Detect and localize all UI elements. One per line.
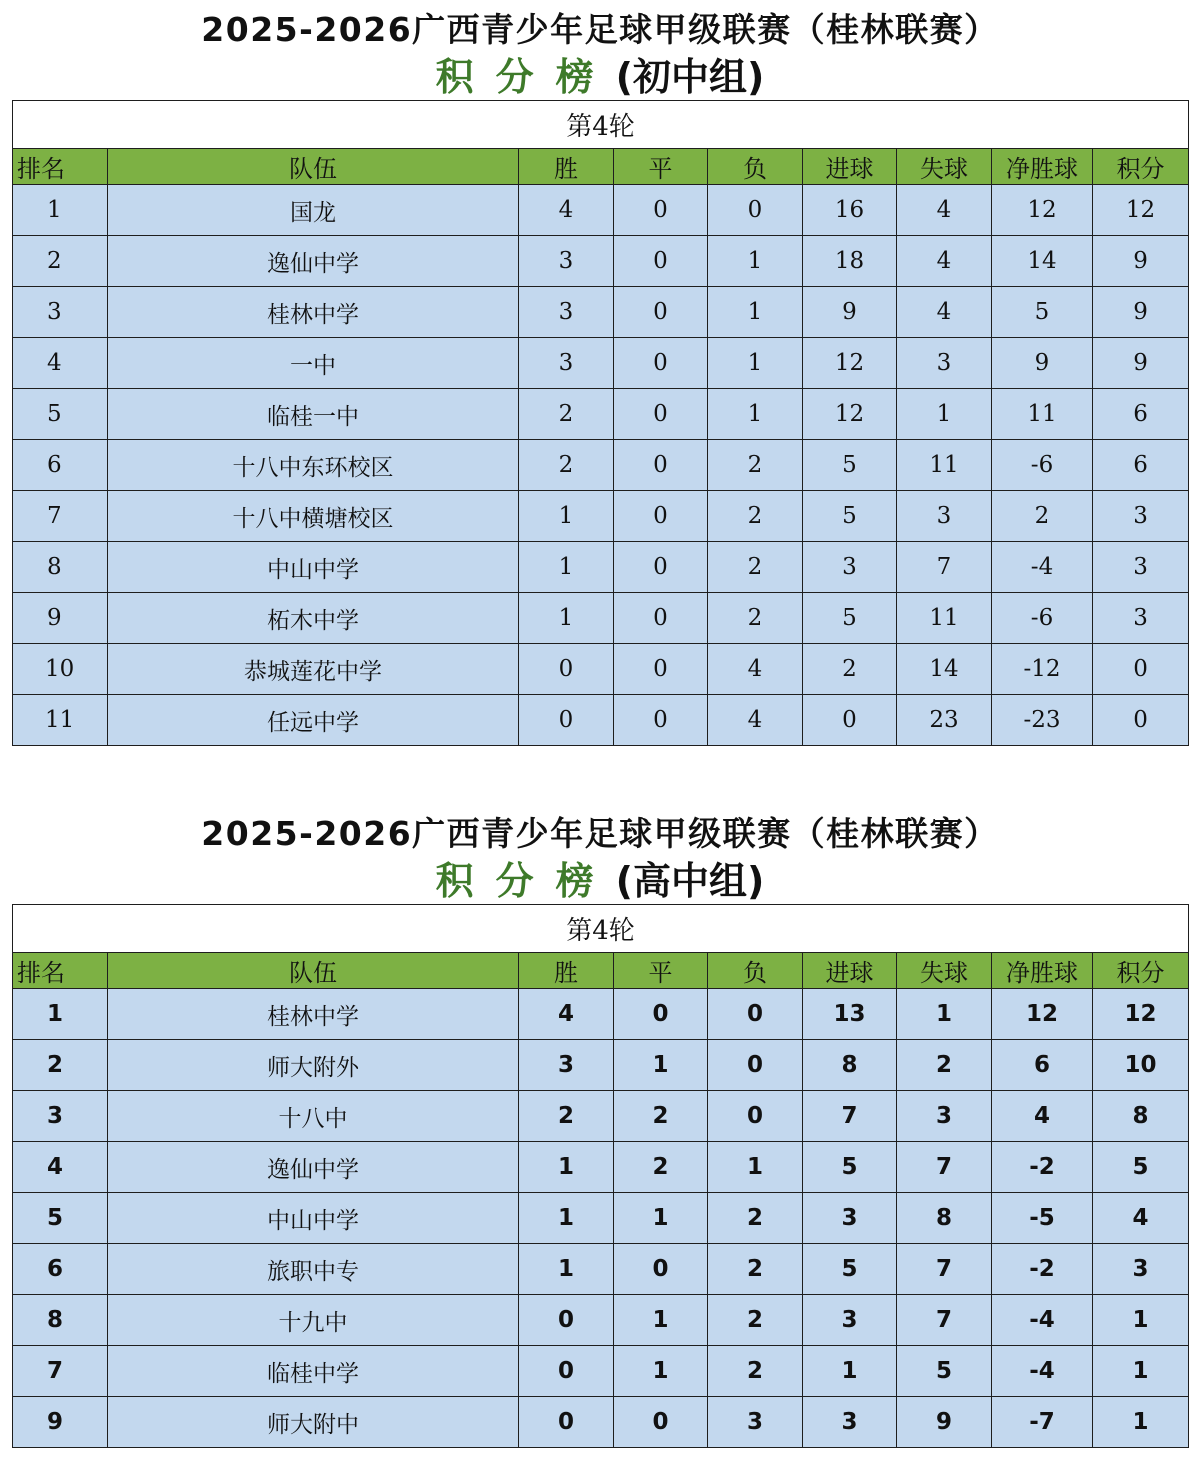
team-cell: 十八中 [108, 1091, 519, 1142]
table-row [13, 338, 1189, 389]
header-team: 队伍 [108, 953, 519, 989]
team-cell: 任远中学 [108, 695, 519, 746]
draws-cell: 1 [614, 1193, 708, 1244]
draws-cell: 0 [614, 440, 708, 491]
goal-diff-cell: -4 [992, 1346, 1093, 1397]
team-cell: 师大附中 [108, 1397, 519, 1448]
team-cell: 临桂中学 [108, 1346, 519, 1397]
table-row [13, 695, 1189, 746]
goals-for-cell: 12 [803, 389, 897, 440]
goals-for-cell: 18 [803, 236, 897, 287]
goals-against-cell: 9 [897, 1397, 992, 1448]
points-cell: 0 [1093, 695, 1189, 746]
draws-cell: 0 [614, 389, 708, 440]
rank-cell: 6 [13, 440, 108, 491]
header-rank: 排名 [13, 953, 108, 989]
table-row [13, 1244, 1189, 1295]
league-title: 2025-2026广西青少年足球甲级联赛（桂林联赛） [201, 814, 999, 853]
points-cell: 0 [1093, 644, 1189, 695]
goals-for-cell: 1 [803, 1346, 897, 1397]
team-cell: 逸仙中学 [108, 236, 519, 287]
table-row [13, 1142, 1189, 1193]
table-row [13, 542, 1189, 593]
table-row [13, 644, 1189, 695]
losses-cell: 0 [708, 1091, 803, 1142]
losses-cell: 4 [708, 644, 803, 695]
table-row [13, 389, 1189, 440]
wins-cell: 0 [519, 695, 614, 746]
group-label: (初中组) [615, 55, 765, 99]
table-row [13, 1040, 1189, 1091]
wins-cell: 3 [519, 287, 614, 338]
goals-for-cell: 5 [803, 491, 897, 542]
wins-cell: 1 [519, 491, 614, 542]
wins-cell: 2 [519, 440, 614, 491]
wins-cell: 4 [519, 989, 614, 1040]
table-row [13, 593, 1189, 644]
goals-against-cell: 3 [897, 491, 992, 542]
goals-against-cell: 4 [897, 287, 992, 338]
goals-for-cell: 5 [803, 1142, 897, 1193]
points-cell: 6 [1093, 389, 1189, 440]
table-row [13, 440, 1189, 491]
goals-against-cell: 7 [897, 1244, 992, 1295]
wins-cell: 3 [519, 1040, 614, 1091]
standings-table-senior [12, 904, 1189, 1448]
team-cell: 一中 [108, 338, 519, 389]
wins-cell: 0 [519, 644, 614, 695]
rank-cell: 7 [13, 1346, 108, 1397]
header-row [13, 953, 1189, 989]
header-goals-against: 失球 [897, 953, 992, 989]
goals-for-cell: 9 [803, 287, 897, 338]
table-row [13, 1193, 1189, 1244]
losses-cell: 2 [708, 491, 803, 542]
points-cell: 1 [1093, 1346, 1189, 1397]
points-cell: 3 [1093, 542, 1189, 593]
goals-against-cell: 7 [897, 542, 992, 593]
losses-cell: 2 [708, 440, 803, 491]
draws-cell: 1 [614, 1346, 708, 1397]
wins-cell: 1 [519, 1244, 614, 1295]
points-cell: 8 [1093, 1091, 1189, 1142]
header-goals-for: 进球 [803, 149, 897, 185]
goal-diff-cell: 12 [992, 989, 1093, 1040]
goals-against-cell: 14 [897, 644, 992, 695]
points-cell: 3 [1093, 1244, 1189, 1295]
round-row [13, 905, 1189, 953]
table-body [13, 185, 1189, 746]
header-wins: 胜 [519, 149, 614, 185]
losses-cell: 0 [708, 1040, 803, 1091]
team-cell: 十八中横塘校区 [108, 491, 519, 542]
table-row [13, 989, 1189, 1040]
goals-against-cell: 11 [897, 593, 992, 644]
goal-diff-cell: -6 [992, 440, 1093, 491]
goals-for-cell: 7 [803, 1091, 897, 1142]
wins-cell: 1 [519, 542, 614, 593]
goals-for-cell: 3 [803, 1193, 897, 1244]
rank-cell: 9 [13, 593, 108, 644]
goals-against-cell: 23 [897, 695, 992, 746]
team-cell: 十九中 [108, 1295, 519, 1346]
losses-cell: 2 [708, 1244, 803, 1295]
goal-diff-cell: -4 [992, 542, 1093, 593]
header-team: 队伍 [108, 149, 519, 185]
header-row [13, 149, 1189, 185]
losses-cell: 1 [708, 287, 803, 338]
team-cell: 中山中学 [108, 1193, 519, 1244]
table-row [13, 1091, 1189, 1142]
goals-against-cell: 7 [897, 1295, 992, 1346]
header-goal-diff: 净胜球 [992, 149, 1093, 185]
rank-cell: 11 [13, 695, 108, 746]
draws-cell: 0 [614, 644, 708, 695]
goals-for-cell: 3 [803, 1397, 897, 1448]
header-goals-against: 失球 [897, 149, 992, 185]
wins-cell: 0 [519, 1397, 614, 1448]
losses-cell: 1 [708, 236, 803, 287]
draws-cell: 1 [614, 1295, 708, 1346]
draws-cell: 0 [614, 1397, 708, 1448]
header-points: 积分 [1093, 953, 1189, 989]
draws-cell: 0 [614, 695, 708, 746]
points-cell: 1 [1093, 1397, 1189, 1448]
header-rank: 排名 [13, 149, 108, 185]
rank-cell: 9 [13, 1397, 108, 1448]
points-cell: 12 [1093, 989, 1189, 1040]
rank-cell: 7 [13, 491, 108, 542]
goal-diff-cell: 6 [992, 1040, 1093, 1091]
goal-diff-cell: -23 [992, 695, 1093, 746]
wins-cell: 2 [519, 1091, 614, 1142]
draws-cell: 0 [614, 287, 708, 338]
losses-cell: 0 [708, 185, 803, 236]
losses-cell: 1 [708, 338, 803, 389]
wins-cell: 1 [519, 1142, 614, 1193]
wins-cell: 3 [519, 236, 614, 287]
points-cell: 1 [1093, 1295, 1189, 1346]
round-row [13, 101, 1189, 149]
league-title: 2025-2026广西青少年足球甲级联赛（桂林联赛） [201, 10, 999, 49]
rank-cell: 2 [13, 236, 108, 287]
rank-cell: 8 [13, 542, 108, 593]
standings-label: 积分榜 [435, 859, 616, 903]
goal-diff-cell: -4 [992, 1295, 1093, 1346]
points-cell: 5 [1093, 1142, 1189, 1193]
rank-cell: 1 [13, 989, 108, 1040]
team-cell: 中山中学 [108, 542, 519, 593]
goals-for-cell: 16 [803, 185, 897, 236]
team-cell: 旅职中专 [108, 1244, 519, 1295]
goal-diff-cell: -2 [992, 1142, 1093, 1193]
losses-cell: 2 [708, 1193, 803, 1244]
wins-cell: 3 [519, 338, 614, 389]
rank-cell: 4 [13, 1142, 108, 1193]
wins-cell: 2 [519, 389, 614, 440]
draws-cell: 0 [614, 236, 708, 287]
points-cell: 12 [1093, 185, 1189, 236]
points-cell: 4 [1093, 1193, 1189, 1244]
goal-diff-cell: -2 [992, 1244, 1093, 1295]
draws-cell: 0 [614, 542, 708, 593]
team-cell: 桂林中学 [108, 989, 519, 1040]
header-draws: 平 [614, 953, 708, 989]
draws-cell: 0 [614, 338, 708, 389]
goals-for-cell: 5 [803, 593, 897, 644]
standings-label: 积分榜 [435, 55, 616, 99]
table-row [13, 1397, 1189, 1448]
team-cell: 师大附外 [108, 1040, 519, 1091]
round-label: 第4轮 [13, 101, 1189, 149]
losses-cell: 2 [708, 1346, 803, 1397]
goals-against-cell: 4 [897, 185, 992, 236]
points-cell: 9 [1093, 236, 1189, 287]
goals-against-cell: 1 [897, 989, 992, 1040]
rank-cell: 6 [13, 1244, 108, 1295]
wins-cell: 1 [519, 1193, 614, 1244]
goal-diff-cell: 12 [992, 185, 1093, 236]
goals-against-cell: 5 [897, 1346, 992, 1397]
goal-diff-cell: 5 [992, 287, 1093, 338]
goal-diff-cell: 4 [992, 1091, 1093, 1142]
draws-cell: 2 [614, 1091, 708, 1142]
header-goal-diff: 净胜球 [992, 953, 1093, 989]
goal-diff-cell: -6 [992, 593, 1093, 644]
goals-for-cell: 3 [803, 1295, 897, 1346]
table-row [13, 236, 1189, 287]
header-goals-for: 进球 [803, 953, 897, 989]
table-row [13, 287, 1189, 338]
points-cell: 9 [1093, 287, 1189, 338]
rank-cell: 8 [13, 1295, 108, 1346]
wins-cell: 4 [519, 185, 614, 236]
rank-cell: 5 [13, 1193, 108, 1244]
table-row [13, 1346, 1189, 1397]
rank-cell: 4 [13, 338, 108, 389]
goals-against-cell: 2 [897, 1040, 992, 1091]
losses-cell: 1 [708, 389, 803, 440]
losses-cell: 2 [708, 593, 803, 644]
points-cell: 3 [1093, 593, 1189, 644]
goals-for-cell: 3 [803, 542, 897, 593]
rank-cell: 10 [13, 644, 108, 695]
goals-against-cell: 1 [897, 389, 992, 440]
draws-cell: 0 [614, 491, 708, 542]
rank-cell: 2 [13, 1040, 108, 1091]
points-cell: 6 [1093, 440, 1189, 491]
draws-cell: 2 [614, 1142, 708, 1193]
table-row [13, 1295, 1189, 1346]
team-cell: 恭城莲花中学 [108, 644, 519, 695]
team-cell: 临桂一中 [108, 389, 519, 440]
goals-for-cell: 12 [803, 338, 897, 389]
goal-diff-cell: -5 [992, 1193, 1093, 1244]
header-losses: 负 [708, 953, 803, 989]
table-body [13, 989, 1189, 1448]
points-cell: 10 [1093, 1040, 1189, 1091]
goal-diff-cell: -12 [992, 644, 1093, 695]
table-row [13, 491, 1189, 542]
draws-cell: 0 [614, 185, 708, 236]
goals-against-cell: 4 [897, 236, 992, 287]
team-cell: 桂林中学 [108, 287, 519, 338]
draws-cell: 0 [614, 1244, 708, 1295]
losses-cell: 3 [708, 1397, 803, 1448]
goals-for-cell: 0 [803, 695, 897, 746]
header-points: 积分 [1093, 149, 1189, 185]
goals-for-cell: 13 [803, 989, 897, 1040]
goals-against-cell: 3 [897, 338, 992, 389]
goal-diff-cell: 9 [992, 338, 1093, 389]
goals-for-cell: 2 [803, 644, 897, 695]
team-cell: 国龙 [108, 185, 519, 236]
goals-for-cell: 8 [803, 1040, 897, 1091]
goals-for-cell: 5 [803, 1244, 897, 1295]
losses-cell: 0 [708, 989, 803, 1040]
wins-cell: 0 [519, 1295, 614, 1346]
goal-diff-cell: -7 [992, 1397, 1093, 1448]
team-cell: 逸仙中学 [108, 1142, 519, 1193]
table-row [13, 185, 1189, 236]
goals-against-cell: 11 [897, 440, 992, 491]
points-cell: 9 [1093, 338, 1189, 389]
losses-cell: 1 [708, 1142, 803, 1193]
team-cell: 十八中东环校区 [108, 440, 519, 491]
team-cell: 柘木中学 [108, 593, 519, 644]
goals-for-cell: 5 [803, 440, 897, 491]
header-wins: 胜 [519, 953, 614, 989]
round-label: 第4轮 [13, 905, 1189, 953]
rank-cell: 5 [13, 389, 108, 440]
rank-cell: 3 [13, 287, 108, 338]
goal-diff-cell: 2 [992, 491, 1093, 542]
goals-against-cell: 7 [897, 1142, 992, 1193]
rank-cell: 3 [13, 1091, 108, 1142]
draws-cell: 0 [614, 593, 708, 644]
goals-against-cell: 8 [897, 1193, 992, 1244]
header-losses: 负 [708, 149, 803, 185]
header-draws: 平 [614, 149, 708, 185]
draws-cell: 1 [614, 1040, 708, 1091]
wins-cell: 1 [519, 593, 614, 644]
goal-diff-cell: 14 [992, 236, 1093, 287]
standings-table-junior [12, 100, 1189, 746]
losses-cell: 2 [708, 1295, 803, 1346]
losses-cell: 4 [708, 695, 803, 746]
goal-diff-cell: 11 [992, 389, 1093, 440]
standings-subtitle [0, 52, 1200, 102]
goals-against-cell: 3 [897, 1091, 992, 1142]
losses-cell: 2 [708, 542, 803, 593]
wins-cell: 0 [519, 1346, 614, 1397]
draws-cell: 0 [614, 989, 708, 1040]
standings-subtitle [0, 856, 1200, 906]
rank-cell: 1 [13, 185, 108, 236]
points-cell: 3 [1093, 491, 1189, 542]
group-label: (高中组) [615, 859, 765, 903]
